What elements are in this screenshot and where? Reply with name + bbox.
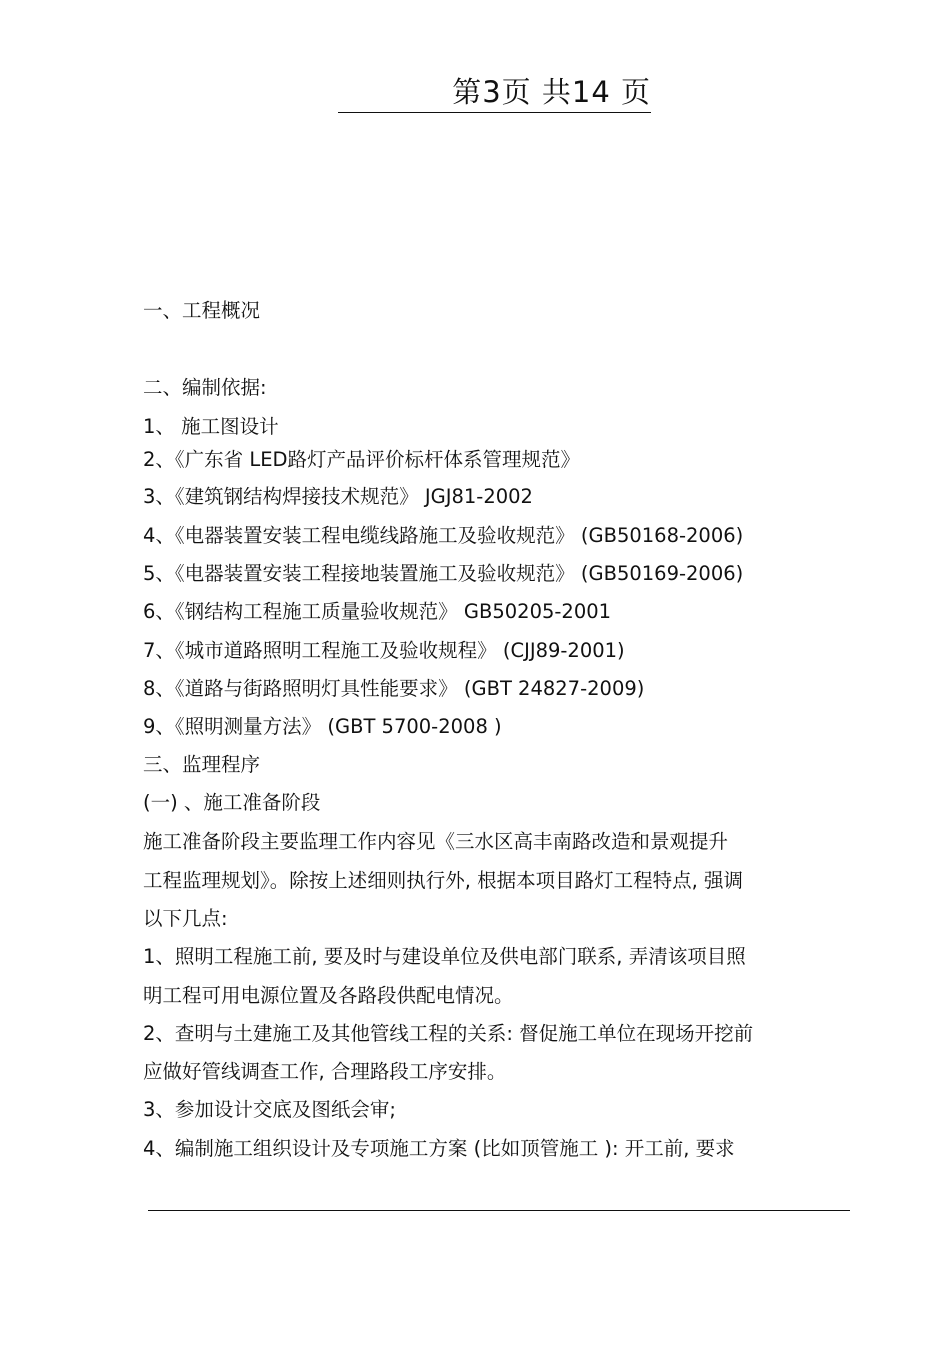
basis-item: 1、 施工图设计 [143, 415, 279, 438]
basis-item: 9、《照明测量方法》 (GBT 5700-2008 ) [143, 715, 502, 738]
basis-item: 8、《道路与街路照明灯具性能要求》 (GBT 24827-2009) [143, 677, 645, 700]
basis-item: 7、《城市道路照明工程施工及验收规程》 (CJJ89-2001) [143, 639, 625, 662]
section-heading-basis: 二、编制依据: [143, 376, 267, 399]
paragraph-line: 明工程可用电源位置及各路段供配电情况。 [143, 984, 514, 1007]
basis-item: 6、《钢结构工程施工质量验收规范》 GB50205-2001 [143, 600, 612, 623]
paragraph-line: 应做好管线调查工作, 合理路段工序安排。 [143, 1060, 507, 1083]
basis-item: 4、《电器装置安装工程电缆线路施工及验收规范》 (GB50168-2006) [143, 524, 744, 547]
paragraph-line: 1、照明工程施工前, 要及时与建设单位及供电部门联系, 弄清该项目照 [143, 945, 746, 968]
paragraph-line: 工程监理规划》。除按上述细则执行外, 根据本项目路灯工程特点, 强调 [143, 869, 744, 892]
basis-item: 2、《广东省 LED路灯产品评价标杆体系管理规范》 [143, 448, 581, 471]
section-heading-procedure: 三、监理程序 [143, 753, 261, 776]
subsection-heading-preparation: (一) 、施工准备阶段 [143, 791, 321, 814]
section-heading-overview: 一、工程概况 [143, 299, 261, 322]
paragraph-line: 施工准备阶段主要监理工作内容见《三水区高丰南路改造和景观提升 [143, 830, 729, 853]
footer-divider [148, 1210, 850, 1211]
basis-item: 3、《建筑钢结构焊接技术规范》 JGJ81-2002 [143, 485, 533, 508]
page-number-header: 第3页 共14 页 [338, 72, 651, 113]
basis-item: 5、《电器装置安装工程接地装置施工及验收规范》 (GB50169-2006) [143, 562, 744, 585]
paragraph-line: 2、查明与土建施工及其他管线工程的关系: 督促施工单位在现场开挖前 [143, 1022, 754, 1045]
paragraph-line: 4、编制施工组织设计及专项施工方案 (比如顶管施工 ): 开工前, 要求 [143, 1137, 735, 1160]
paragraph-line: 以下几点: [143, 907, 228, 930]
paragraph-line: 3、参加设计交底及图纸会审; [143, 1098, 396, 1121]
